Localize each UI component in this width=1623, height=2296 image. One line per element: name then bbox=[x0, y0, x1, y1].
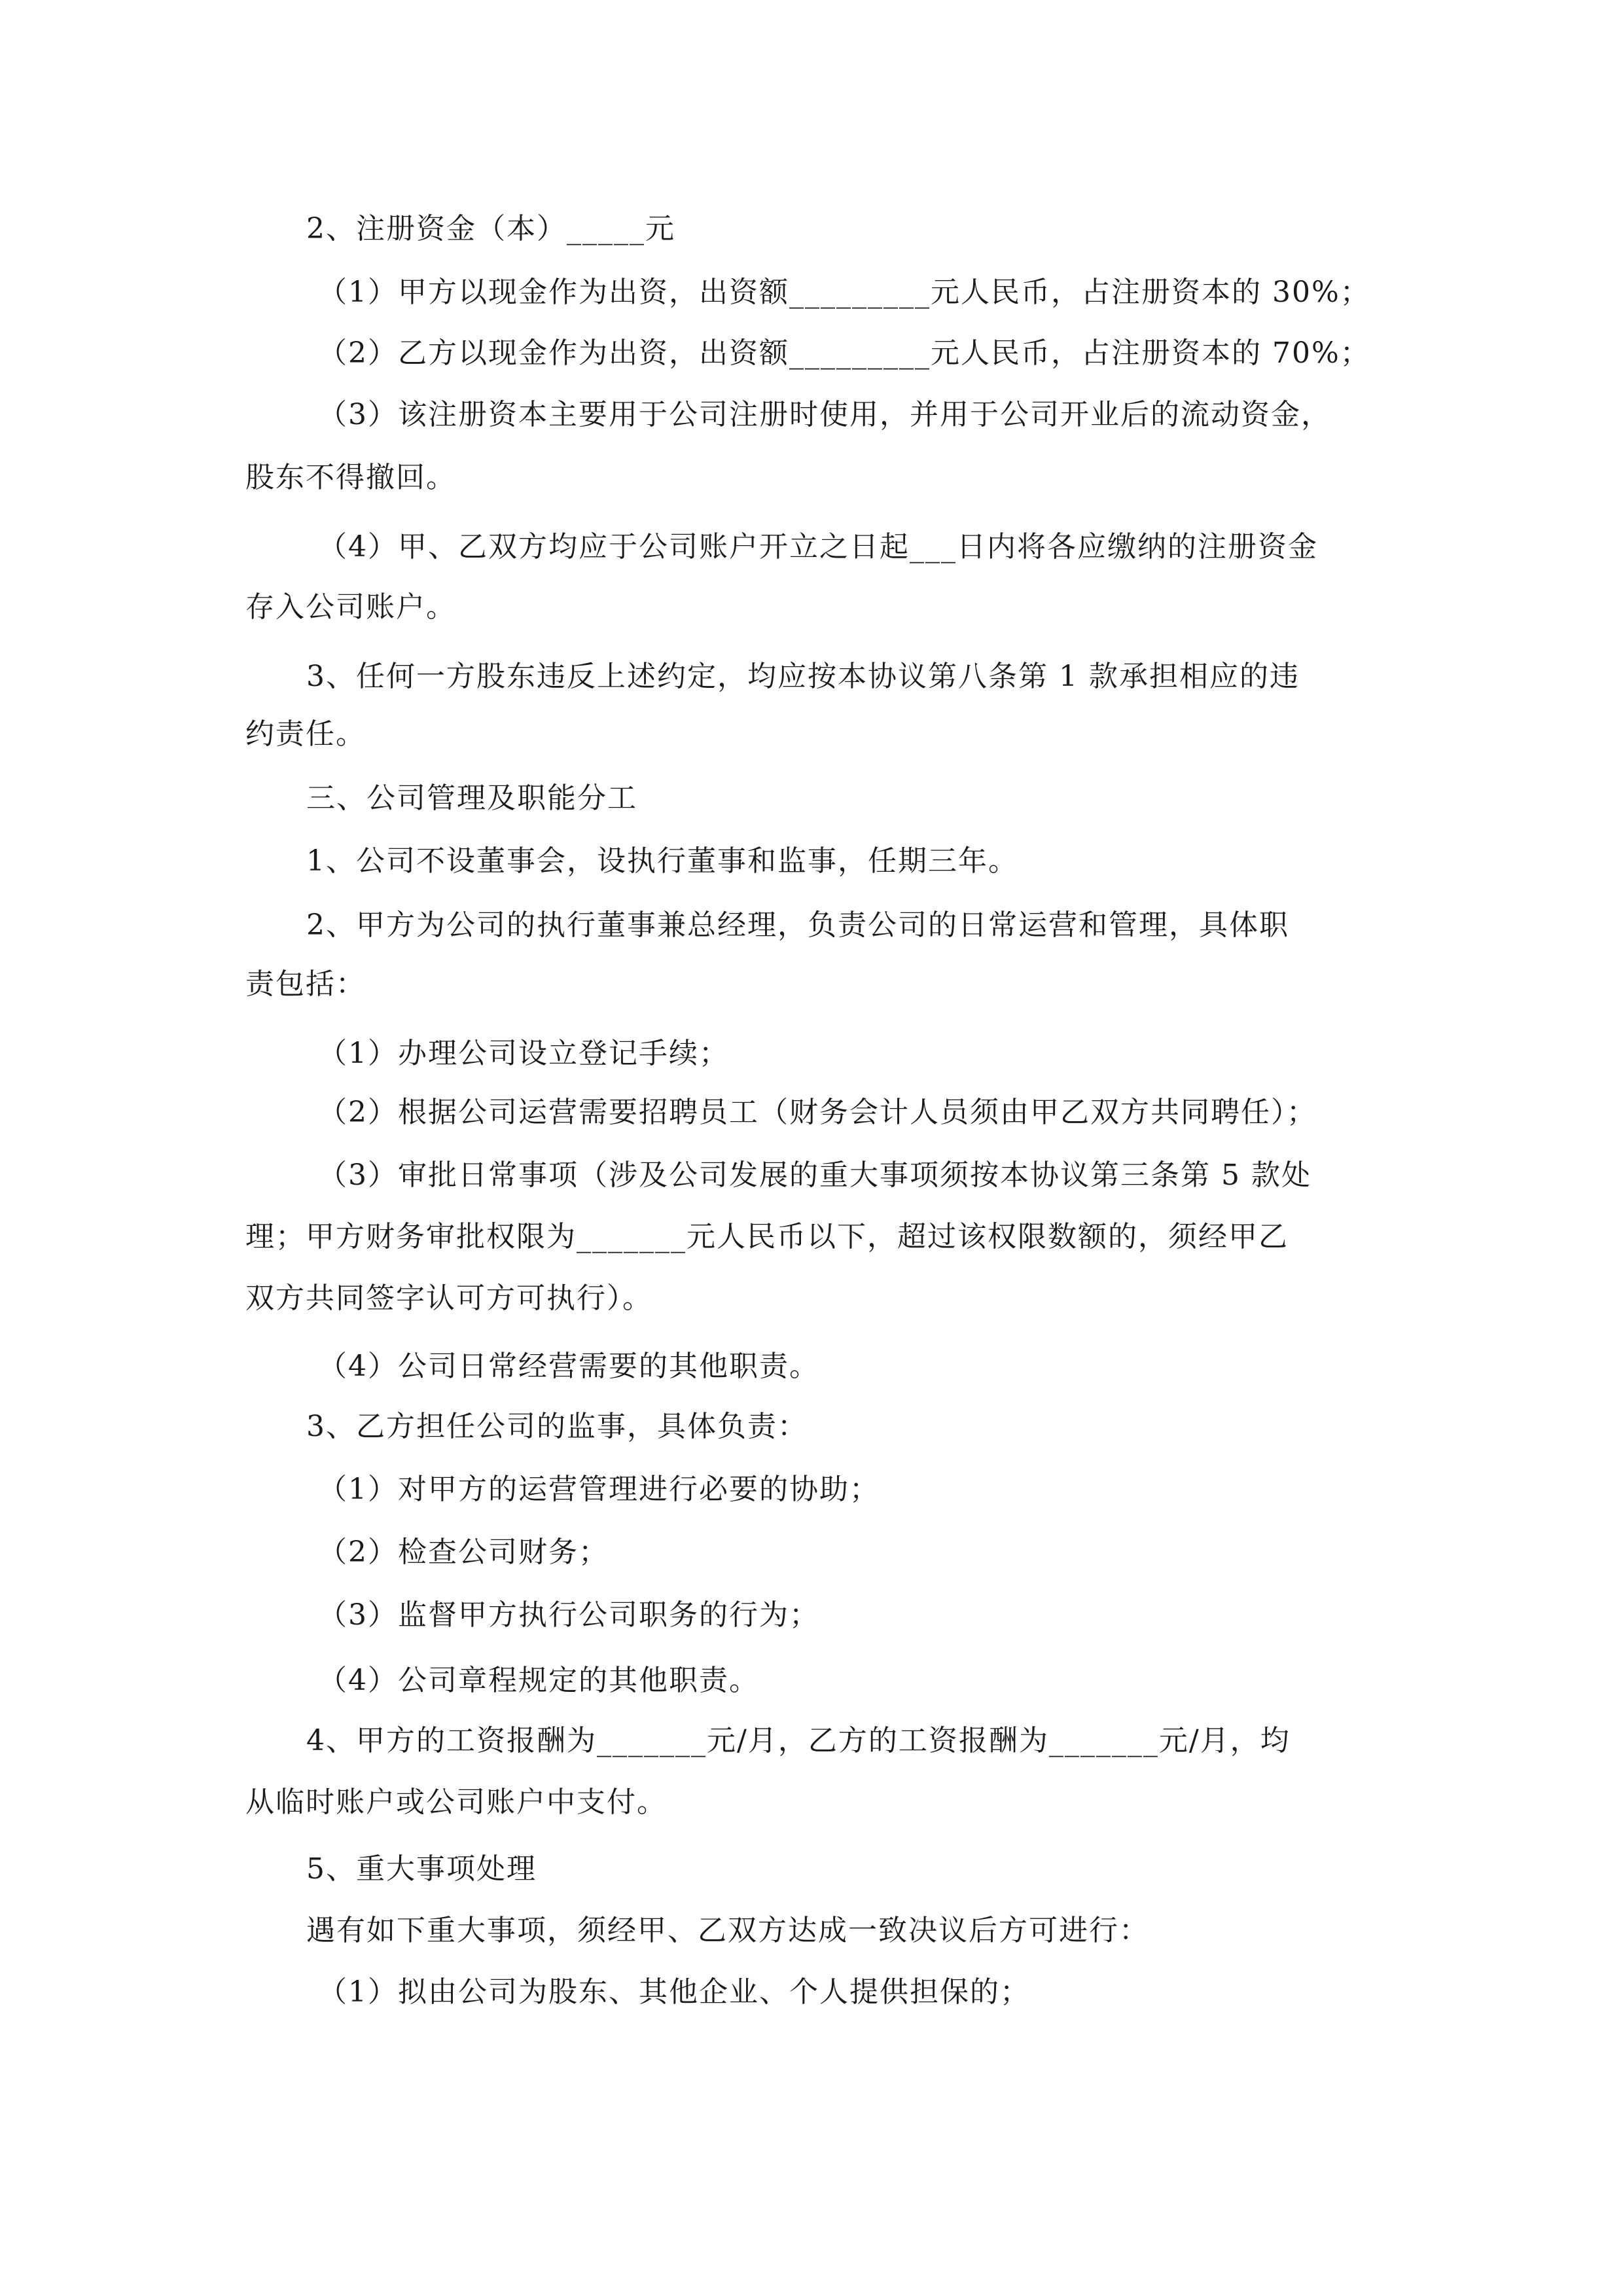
text-line: （4）公司日常经营需要的其他职责。 bbox=[318, 1350, 819, 1383]
text-line: 5、重大事项处理 bbox=[306, 1852, 537, 1886]
section-heading: 三、公司管理及职能分工 bbox=[306, 781, 637, 815]
text-line: （3）监督甲方执行公司职务的行为； bbox=[318, 1598, 819, 1632]
text-line: 1、公司不设董事会，设执行董事和监事，任期三年。 bbox=[306, 844, 1018, 878]
text-line: （4）甲、乙双方均应于公司账户开立之日起___日内将各应缴纳的注册资金 bbox=[318, 530, 1318, 564]
text-line: （2）乙方以现金作为出资，出资额_________元人民币，占注册资本的 70%； bbox=[318, 336, 1370, 370]
text-line: 3、乙方担任公司的监事，具体负责： bbox=[306, 1410, 808, 1443]
text-line: （1）对甲方的运营管理进行必要的协助； bbox=[318, 1473, 880, 1506]
text-line: 理；甲方财务审批权限为_______元人民币以下，超过该权限数额的，须经甲乙 bbox=[245, 1220, 1289, 1253]
text-line: 3、任何一方股东违反上述约定，均应按本协议第八条第 1 款承担相应的违 bbox=[306, 660, 1300, 693]
text-line: （4）公司章程规定的其他职责。 bbox=[318, 1664, 759, 1697]
text-line: 约责任。 bbox=[245, 717, 366, 751]
text-line: 双方共同签字认可方可执行）。 bbox=[245, 1282, 652, 1315]
text-line: 遇有如下重大事项，须经甲、乙双方达成一致决议后方可进行： bbox=[306, 1914, 1149, 1947]
text-line: 存入公司账户。 bbox=[245, 590, 456, 624]
text-line: 4、甲方的工资报酬为_______元/月，乙方的工资报酬为_______元/月，均 bbox=[306, 1724, 1291, 1757]
text-line: 2、注册资金（本）_____元 bbox=[306, 212, 675, 245]
text-line: （1）拟由公司为股东、其他企业、个人提供担保的； bbox=[318, 1975, 1030, 2009]
text-line: （3）该注册资本主要用于公司注册时使用，并用于公司开业后的流动资金， bbox=[318, 398, 1331, 431]
text-line: 股东不得撤回。 bbox=[245, 461, 456, 494]
text-line: 责包括： bbox=[245, 967, 366, 1001]
text-line: （2）检查公司财务； bbox=[318, 1535, 609, 1569]
text-line: （3）审批日常事项（涉及公司发展的重大事项须按本协议第三条第 5 款处 bbox=[318, 1158, 1311, 1192]
text-line: （2）根据公司运营需要招聘员工（财务会计人员须由甲乙双方共同聘任）； bbox=[318, 1096, 1317, 1129]
text-line: （1）办理公司设立登记手续； bbox=[318, 1037, 729, 1070]
text-line: 2、甲方为公司的执行董事兼总经理，负责公司的日常运营和管理，具体职 bbox=[306, 908, 1289, 942]
text-line: 从临时账户或公司账户中支付。 bbox=[245, 1785, 667, 1819]
text-line: （1）甲方以现金作为出资，出资额_________元人民币，占注册资本的 30%； bbox=[318, 276, 1370, 309]
